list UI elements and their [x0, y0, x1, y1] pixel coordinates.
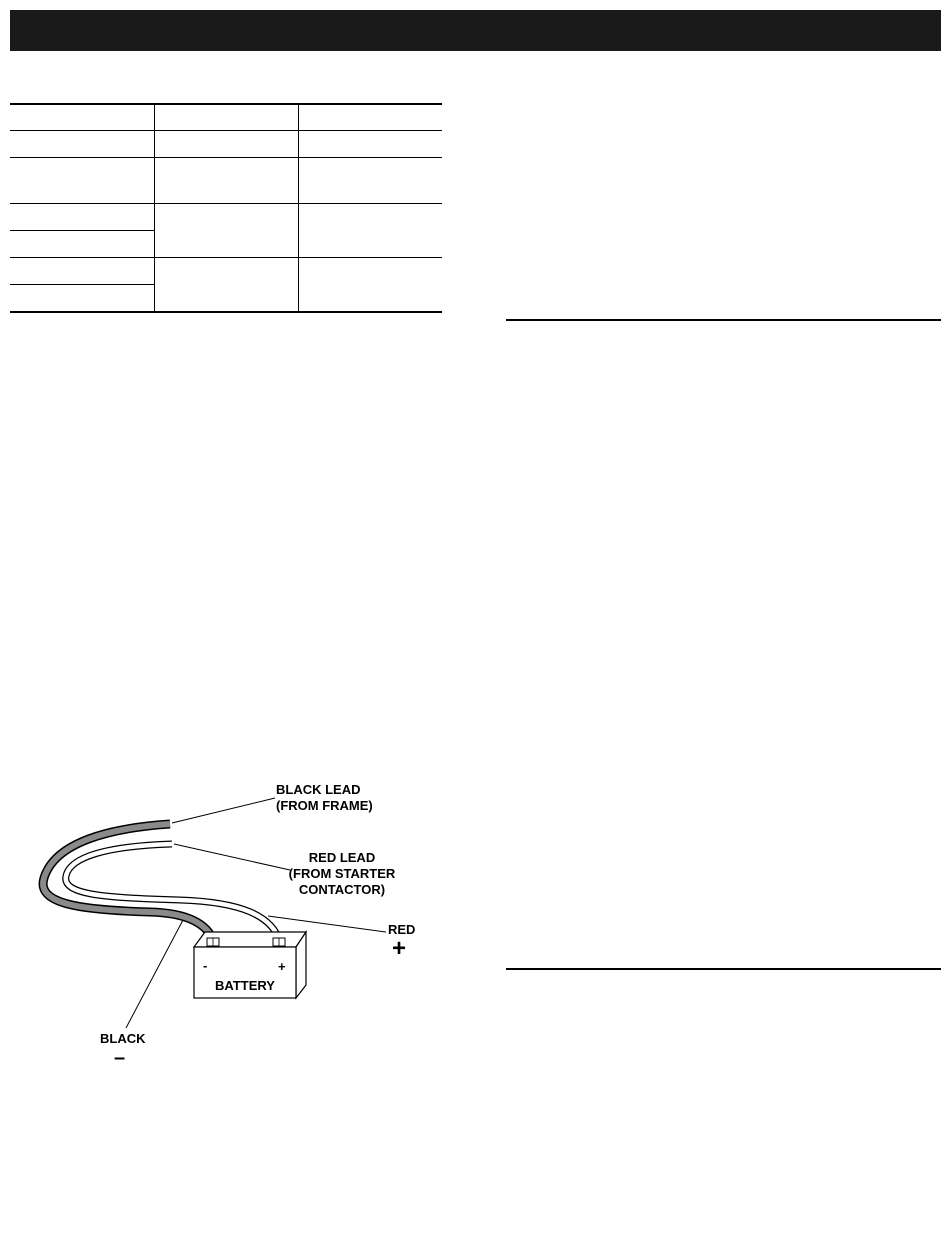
table-row	[10, 157, 442, 203]
battery-positive-sign: +	[278, 959, 286, 974]
table-header-cell	[154, 104, 298, 130]
table-cell	[298, 203, 442, 257]
table-header-cell	[10, 104, 154, 130]
header-bar	[10, 10, 941, 51]
table-header-row	[10, 104, 442, 130]
table-row	[10, 130, 442, 157]
table-cell	[154, 203, 298, 257]
table-cell	[154, 157, 298, 203]
red-lead-sublabel-2: CONTACTOR)	[298, 882, 386, 897]
red-lead-sublabel-1: (FROM STARTER	[288, 866, 396, 881]
table-header-cell	[298, 104, 442, 130]
red-terminal-label: RED	[388, 922, 416, 937]
table-cell	[154, 130, 298, 157]
table-cell	[298, 257, 442, 312]
red-lead-leader	[174, 844, 290, 870]
battery-wiring-diagram	[0, 740, 480, 1080]
battery-negative-sign: -	[203, 958, 208, 973]
red-terminal-leader	[268, 916, 386, 932]
table-cell	[10, 157, 154, 203]
table-cell	[298, 130, 442, 157]
table-row	[10, 257, 442, 284]
red-terminal-plus-sign: +	[392, 935, 407, 962]
table-row	[10, 203, 442, 230]
table-cell	[154, 257, 298, 312]
red-lead-label: RED LEAD	[308, 850, 376, 865]
black-terminal-minus-sign: –	[114, 1047, 126, 1069]
table-cell	[298, 157, 442, 203]
red-cable	[66, 844, 280, 942]
spec-table	[10, 103, 442, 313]
table-cell	[10, 130, 154, 157]
battery-label: BATTERY	[215, 978, 275, 993]
table-cell	[10, 230, 154, 257]
table-cell	[10, 284, 154, 312]
black-lead-sublabel: (FROM FRAME)	[276, 798, 373, 813]
black-terminal-leader	[126, 920, 183, 1028]
black-lead-label: BLACK LEAD	[276, 782, 361, 797]
black-terminal-label: BLACK	[100, 1031, 146, 1046]
table-cell	[10, 203, 154, 230]
black-lead-leader	[172, 798, 275, 823]
section-divider	[506, 319, 941, 321]
table-cell	[10, 257, 154, 284]
section-divider	[506, 968, 941, 970]
